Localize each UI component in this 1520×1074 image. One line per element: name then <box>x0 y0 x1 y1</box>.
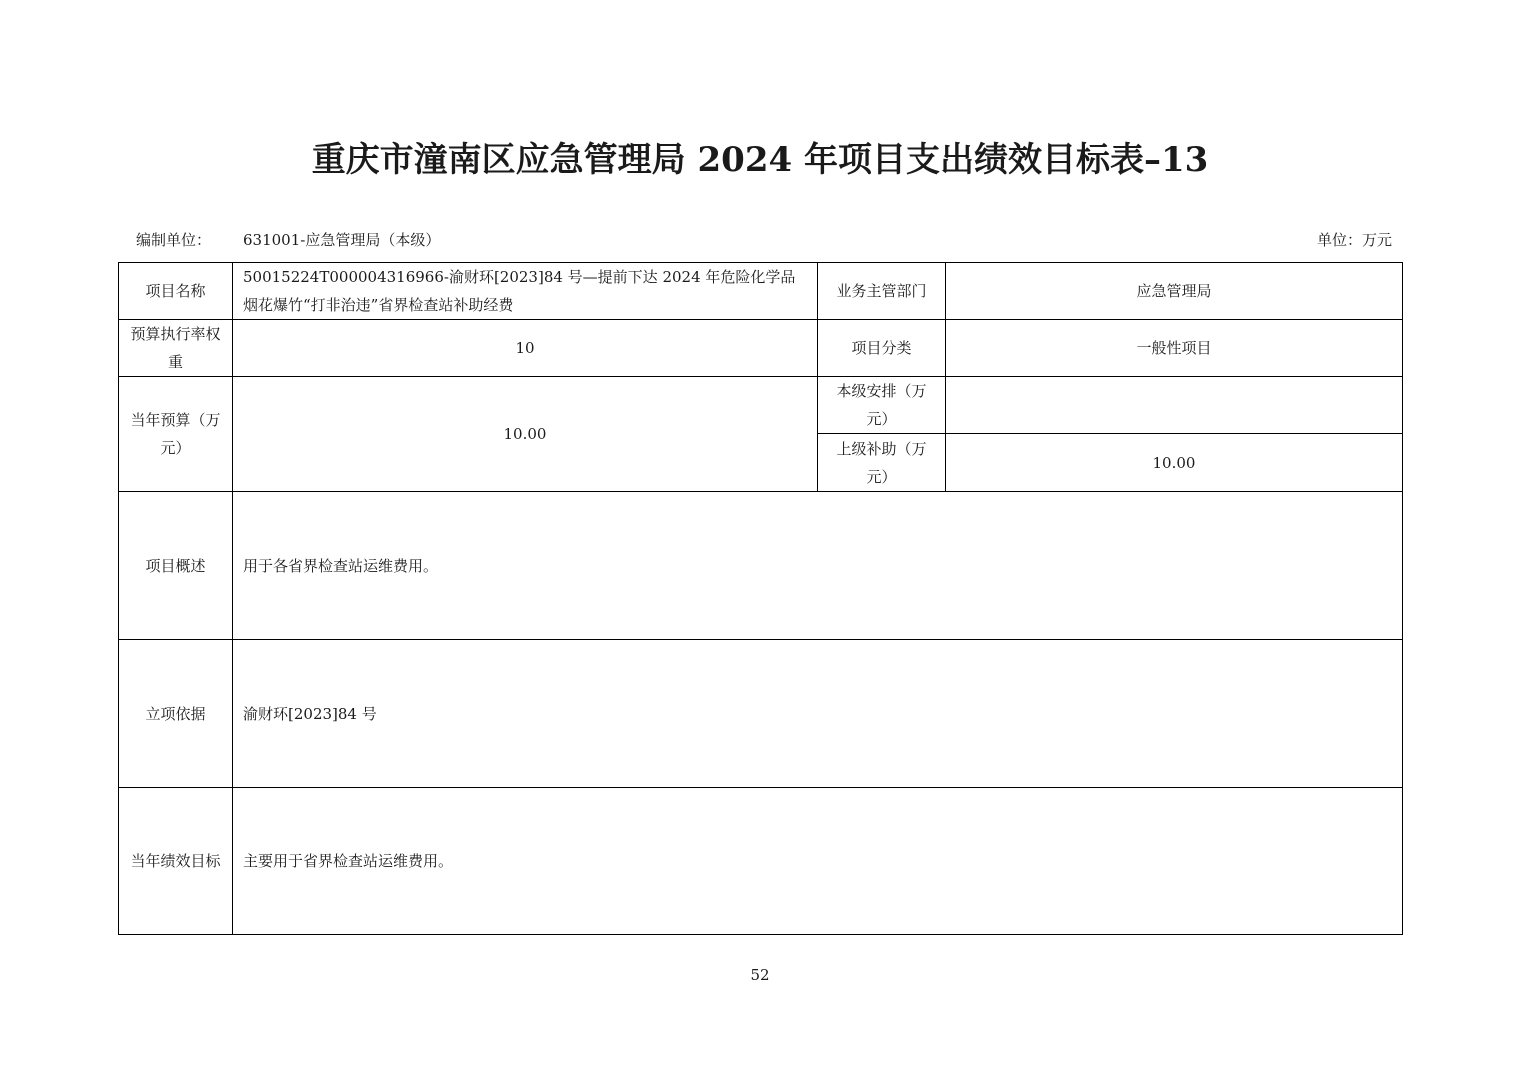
upper-subsidy-value: 10.00 <box>946 434 1403 492</box>
org-value: 631001-应急管理局（本级） <box>243 231 441 249</box>
project-name-value: 50015224T000004316966-渝财环[2023]84 号—提前下达 2024 年危险化学品烟花爆竹“打非治违”省界检查站补助经费 <box>233 263 818 320</box>
org-label: 编制单位： <box>136 231 212 249</box>
budget-rate-label: 预算执行率权重 <box>119 320 233 377</box>
unit-label: 单位：万元 <box>1316 231 1392 249</box>
performance-table <box>118 262 1403 935</box>
overview-label: 项目概述 <box>119 492 233 640</box>
basis-label: 立项依据 <box>119 640 233 788</box>
table-row <box>119 377 1403 434</box>
goal-value: 主要用于省界检查站运维费用。 <box>233 788 1403 935</box>
table-row <box>119 640 1403 788</box>
table-row <box>119 788 1403 935</box>
table-row <box>119 492 1403 640</box>
page-number: 52 <box>750 966 770 984</box>
local-arrange-label: 本级安排（万元） <box>818 377 946 434</box>
local-arrange-value <box>946 377 1403 434</box>
annual-budget-value: 10.00 <box>233 377 818 492</box>
page-title: 重庆市潼南区应急管理局 2024 年项目支出绩效目标表–13 <box>311 140 1209 180</box>
table-row <box>119 320 1403 377</box>
table-row <box>119 263 1403 320</box>
budget-rate-value: 10 <box>233 320 818 377</box>
annual-budget-label: 当年预算（万元） <box>119 377 233 492</box>
basis-value: 渝财环[2023]84 号 <box>233 640 1403 788</box>
category-label: 项目分类 <box>818 320 946 377</box>
dept-value: 应急管理局 <box>946 263 1403 320</box>
goal-label: 当年绩效目标 <box>119 788 233 935</box>
overview-value: 用于各省界检查站运维费用。 <box>233 492 1403 640</box>
category-value: 一般性项目 <box>946 320 1403 377</box>
upper-subsidy-label: 上级补助（万元） <box>818 434 946 492</box>
dept-label: 业务主管部门 <box>818 263 946 320</box>
project-name-label: 项目名称 <box>119 263 233 320</box>
